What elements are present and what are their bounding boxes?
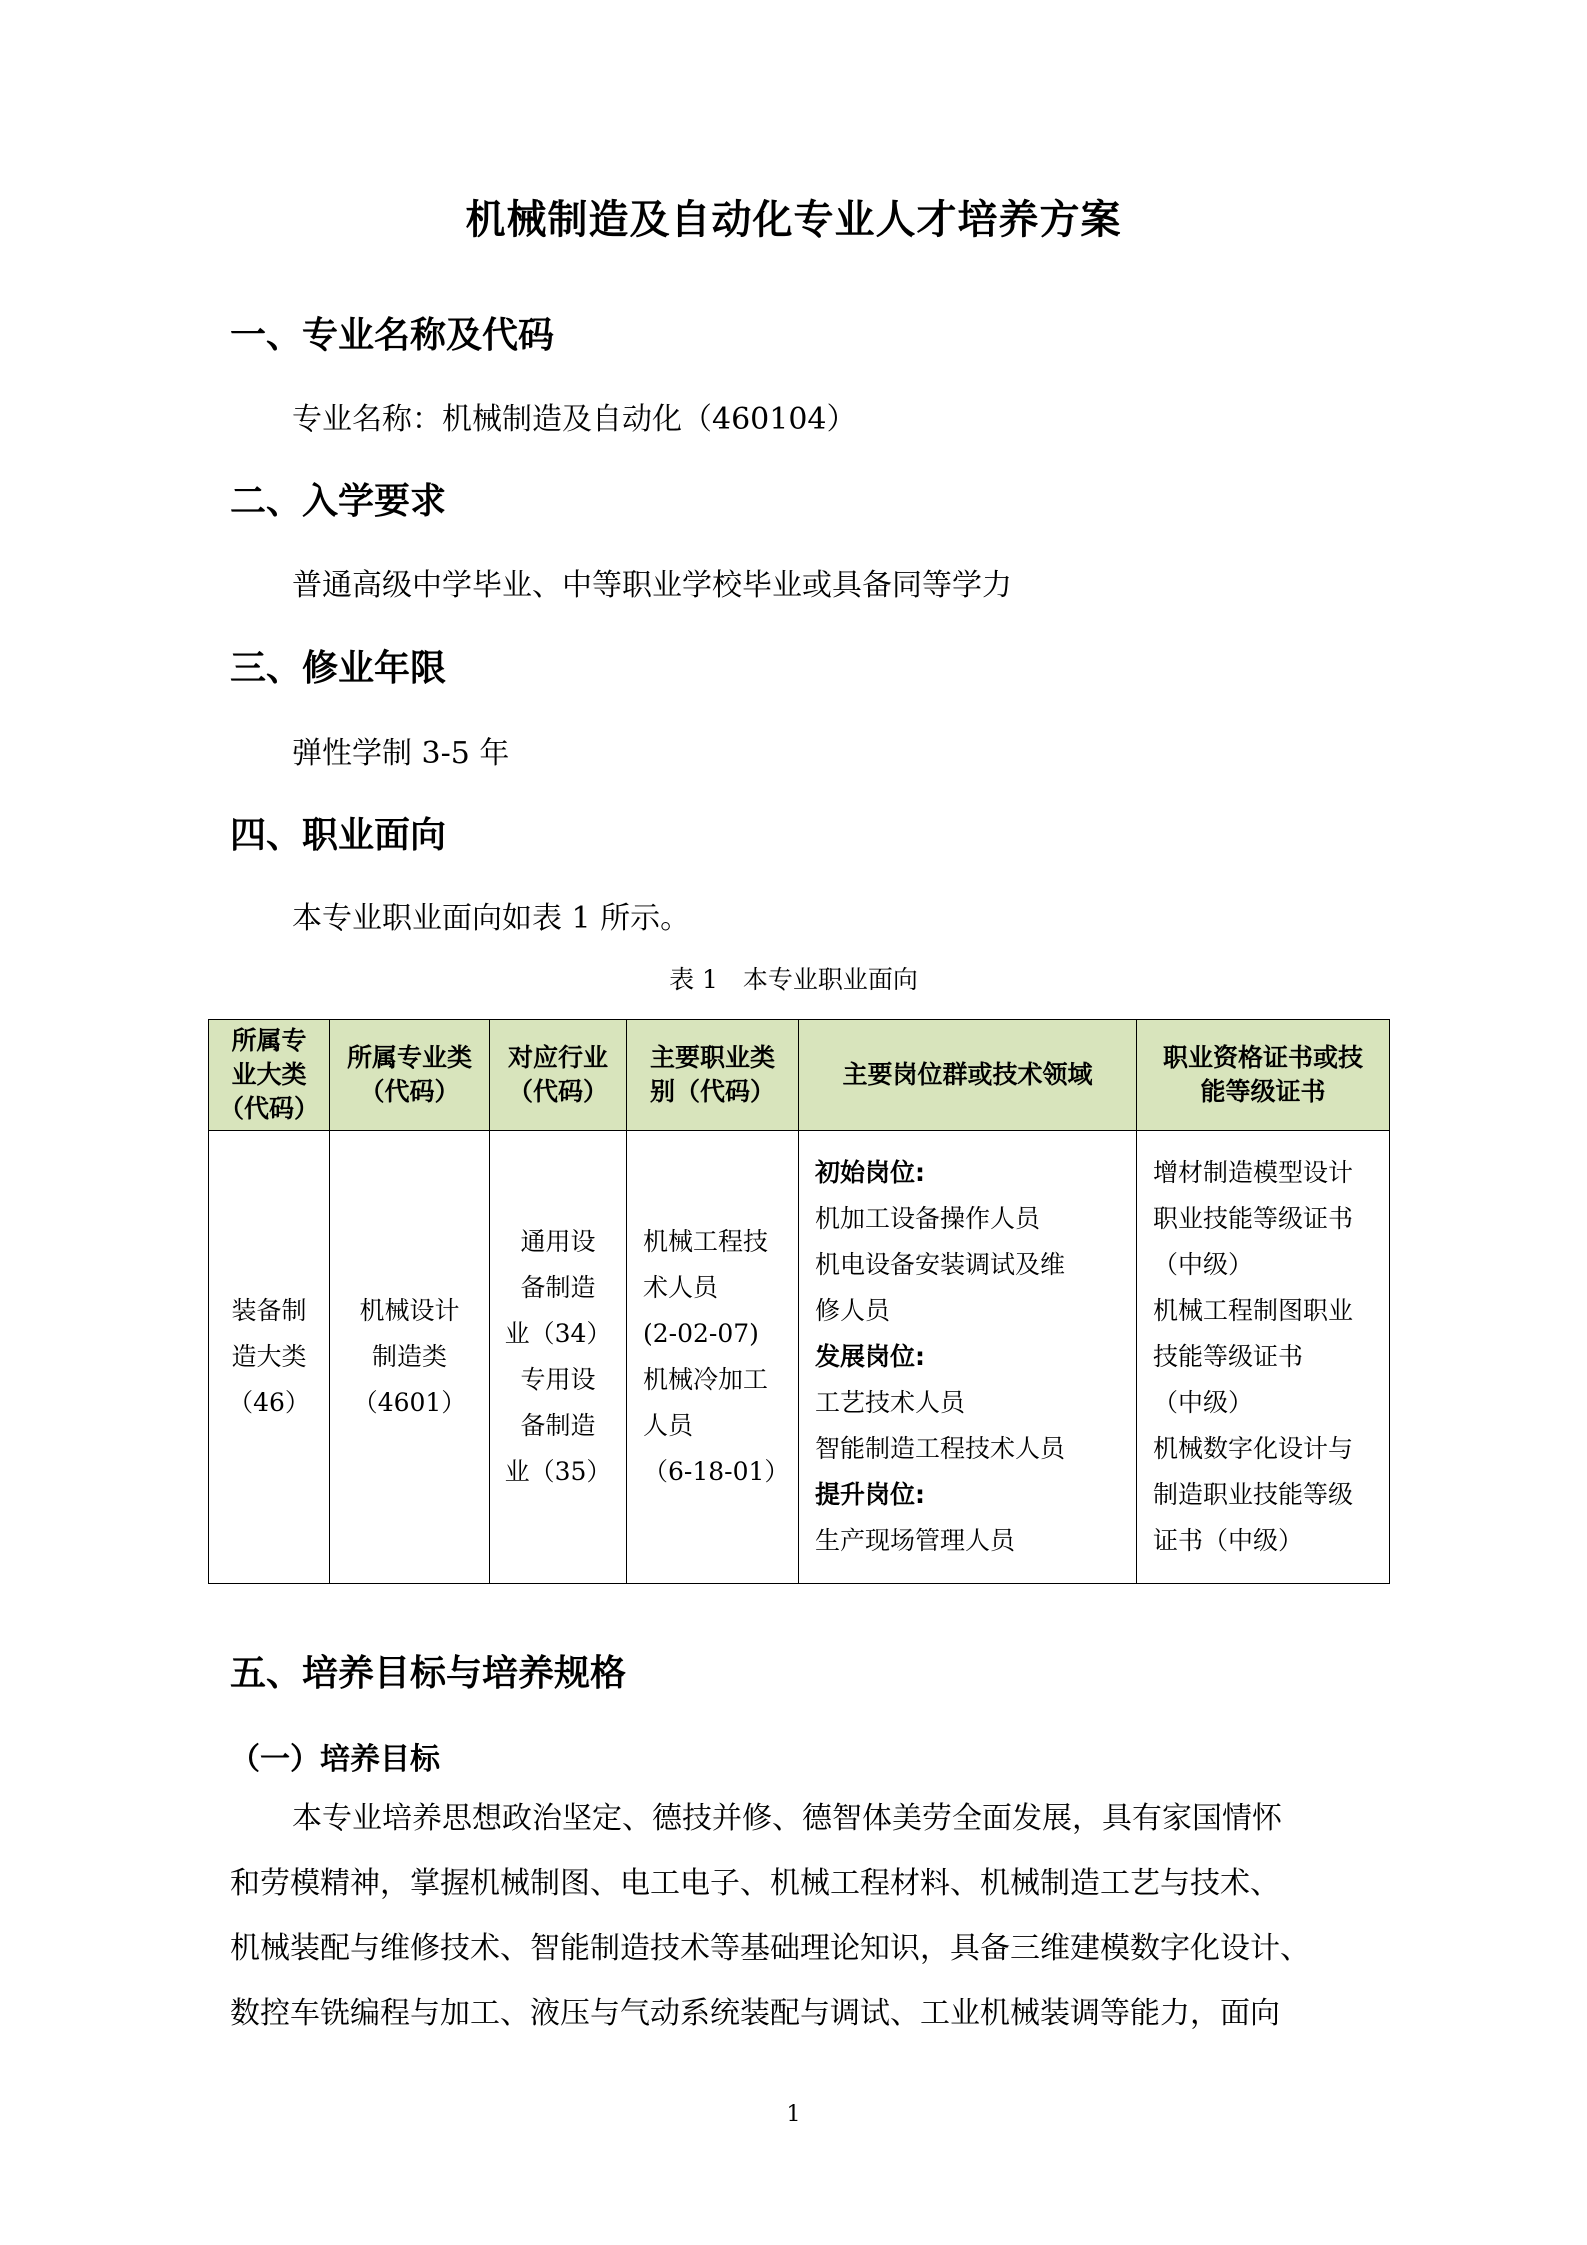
table-caption: 表 1 本专业职业面向 (669, 965, 918, 994)
section-heading-1: 一、专业名称及代码 (230, 315, 555, 356)
header-certificates: 职业资格证书或技 能等级证书 (1137, 1020, 1390, 1131)
cell-industry: 通用设 备制造 业（34） 专用设 备制造 业（35） (490, 1131, 627, 1584)
cell-positions: 初始岗位: 机加工设备操作人员 机电设备安装调试及维 修人员 发展岗位: 工艺技术人员 智能制造工程技术人员 提升岗位: 生产现场管理人员 (799, 1131, 1137, 1584)
section-heading-4: 四、职业面向 (230, 815, 447, 856)
cell-category: 装备制 造大类 （46） (209, 1131, 330, 1584)
promotion-positions-label: 提升岗位: (815, 1480, 925, 1509)
cell-certificates: 增材制造模型设计 职业技能等级证书 （中级） 机械工程制图职业 技能等级证书 （中级） 机械数字化设计与 制造职业技能等级 证书（中级） (1137, 1131, 1390, 1584)
table-row (209, 1131, 1390, 1584)
section-body-4: 本专业职业面向如表 1 所示。 (292, 901, 691, 936)
section-heading-3: 三、修业年限 (230, 648, 447, 689)
cell-subcategory: 机械设计 制造类 （4601） (330, 1131, 490, 1584)
page-number: 1 (786, 2102, 801, 2127)
subsection-heading: （一）培养目标 (230, 1742, 440, 1777)
section-body-3: 弹性学制 3-5 年 (292, 736, 510, 771)
page-title: 机械制造及自动化专业人才培养方案 (465, 197, 1122, 243)
training-goal-paragraph: 本专业培养思想政治坚定、德技并修、德智体美劳全面发展，具有家国情怀 和劳模精神，掌握机械制图、电工电子、机械工程材料、机械制造工艺与技术、 机械装配与维修技术、智能制造技术等基础理论知识，具备三维建模数字化设计、 数控车铣编程与加工、液压与气动系统装配与调试、工业机械装调等能力，面向 (230, 1801, 1310, 2031)
section-heading-5: 五、培养目标与培养规格 (230, 1653, 627, 1694)
header-occupation: 主要职业类 别（代码） (627, 1020, 799, 1131)
header-positions: 主要岗位群或技术领域 (799, 1020, 1137, 1131)
section-body-1: 专业名称：机械制造及自动化（460104） (292, 402, 857, 437)
section-body-2: 普通高级中学毕业、中等职业学校毕业或具备同等学力 (292, 568, 1012, 603)
occupation-table (208, 1019, 1389, 1584)
cell-occupation: 机械工程技 术人员 (2-02-07) 机械冷加工 人员 （6-18-01） (627, 1131, 799, 1584)
initial-positions-label: 初始岗位: (815, 1158, 925, 1187)
table-header-row (209, 1020, 1390, 1131)
section-heading-2: 二、入学要求 (230, 481, 447, 522)
header-subcategory: 所属专业类 （代码） (330, 1020, 490, 1131)
header-industry: 对应行业 （代码） (490, 1020, 627, 1131)
development-positions-label: 发展岗位: (815, 1342, 925, 1371)
header-category: 所属专 业大类 （代码） (209, 1020, 330, 1131)
